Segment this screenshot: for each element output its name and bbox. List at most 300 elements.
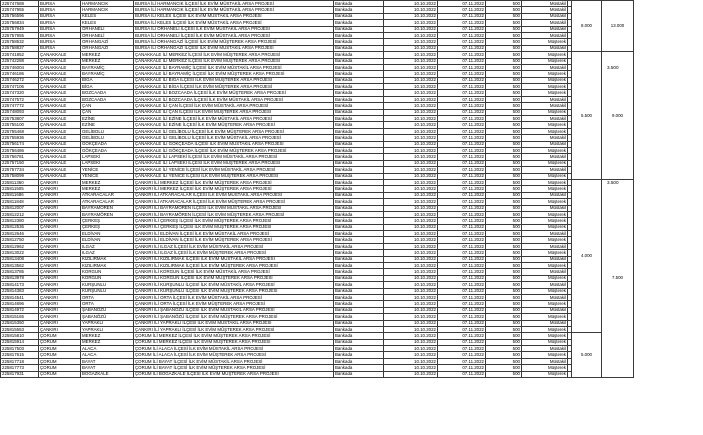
row-project: ÇANKIRI İLİ YAPRAKLI İLÇESİ İLK EVİM MÜSTAKİL ARSA PROJESİ — [134, 320, 334, 326]
row-province: ÇORUM — [39, 346, 81, 352]
quota-side-label: 3.500 — [607, 65, 619, 71]
row-id: 225811505 — [1, 186, 39, 192]
row-type: Müşterek — [522, 179, 568, 185]
row-start-date: 10.10.2022 — [384, 307, 438, 313]
row-count: 500 — [486, 52, 522, 58]
row-type: Müstakil — [522, 243, 568, 249]
row-type: Müşterek — [522, 58, 568, 64]
row-type: Müşterek — [522, 339, 568, 345]
row-count: 500 — [486, 7, 522, 13]
row-count: 500 — [486, 224, 522, 230]
row-start-date: 10.10.2022 — [384, 294, 438, 300]
row-district: ŞABANÖZÜ — [81, 307, 134, 313]
row-type: Müstakil — [522, 307, 568, 313]
row-end-date: 07.11.2022 — [438, 282, 486, 288]
row-start-date: 10.10.2022 — [384, 7, 438, 13]
row-type: Müşterek — [522, 365, 568, 371]
row-province: ÇANKIRI — [39, 288, 81, 294]
row-count: 500 — [486, 160, 522, 166]
row-district: MERKEZ — [81, 58, 134, 64]
row-status: Bankada — [334, 199, 384, 205]
row-end-date: 07.11.2022 — [438, 320, 486, 326]
row-district: KORGUN — [81, 269, 134, 275]
row-end-date: 07.11.2022 — [438, 307, 486, 313]
row-end-date: 07.11.2022 — [438, 346, 486, 352]
row-count: 500 — [486, 173, 522, 179]
row-project: ÇANKIRI İLİ ELDİVAN İLÇESİ İLK EVİM MÜSTAKİL ARSA PROJESİ — [134, 231, 334, 237]
row-province: ÇANKIRI — [39, 269, 81, 275]
row-end-date: 07.11.2022 — [438, 167, 486, 173]
row-status: Bankada — [334, 103, 384, 109]
row-type: Müstakil — [522, 205, 568, 211]
row-end-date: 07.11.2022 — [438, 301, 486, 307]
row-district: ÇERKEŞ — [81, 218, 134, 224]
row-province: ÇANKIRI — [39, 275, 81, 281]
row-project: ÇANAKKALE İLİ GELİBOLU İLÇESİ İLK EVİM MÜSTAKİL ARSA PROJESİ — [134, 135, 334, 141]
row-start-date: 10.10.2022 — [384, 122, 438, 128]
row-type: Müşterek — [522, 314, 568, 320]
row-start-date: 10.10.2022 — [384, 13, 438, 19]
row-status: Bankada — [334, 135, 384, 141]
row-count: 500 — [486, 263, 522, 269]
row-id: 225817503 — [1, 346, 39, 352]
row-count: 500 — [486, 186, 522, 192]
row-status: Bankada — [334, 167, 384, 173]
row-district: ATKARACALAR — [81, 199, 134, 205]
row-district: BOZCAADA — [81, 90, 134, 96]
row-project: ÇANAKKALE İLİ BİGA İLÇESİ İLK EVİM MÜŞTEREK ARSA PROJESİ — [134, 84, 334, 90]
row-type: Müşterek — [522, 224, 568, 230]
row-count: 500 — [486, 116, 522, 122]
row-end-date: 07.11.2022 — [438, 250, 486, 256]
row-district: ELDİVAN — [81, 231, 134, 237]
row-project: ÇORUM İLİ MERKEZ İLÇESİ İLK EVİM MÜŞTEREK ARSA PROJESİ — [134, 339, 334, 345]
row-province: ÇANAKKALE — [39, 52, 81, 58]
row-end-date: 07.11.2022 — [438, 224, 486, 230]
row-status: Bankada — [334, 32, 384, 38]
row-count: 500 — [486, 282, 522, 288]
row-district: GÖKÇEADA — [81, 147, 134, 153]
row-id: 225812750 — [1, 237, 39, 243]
row-project: BURSA İLİ ORHANELİ İLÇESİ İLK EVİM MÜSTAKİL ARSA PROJESİ — [134, 26, 334, 32]
row-id: 225757734 — [1, 167, 39, 173]
row-count: 500 — [486, 167, 522, 173]
row-end-date: 07.11.2022 — [438, 294, 486, 300]
row-status: Bankada — [334, 58, 384, 64]
row-status: Bankada — [334, 231, 384, 237]
merged-total-a: 4.000 — [572, 179, 602, 332]
row-status: Bankada — [334, 39, 384, 45]
row-status: Bankada — [334, 20, 384, 26]
row-district: BAYAT — [81, 365, 134, 371]
row-count: 500 — [486, 371, 522, 377]
row-count: 500 — [486, 301, 522, 307]
row-start-date: 10.10.2022 — [384, 346, 438, 352]
row-project: ÇANKIRI İLİ MERKEZ İLÇESİ İLK EVİM MÜŞTEREK ARSA PROJESİ — [134, 179, 334, 185]
row-start-date: 10.10.2022 — [384, 167, 438, 173]
row-project: ÇANKIRI İLİ KORGUN İLÇESİ İLK EVİM MÜSTAKİL ARSA PROJESİ — [134, 269, 334, 275]
row-province: ÇANKIRI — [39, 186, 81, 192]
row-district: KIZILIRMAK — [81, 256, 134, 262]
row-id: 225755936 — [1, 135, 39, 141]
row-id: 225812007 — [1, 205, 39, 211]
row-province: ÇANAKKALE — [39, 147, 81, 153]
row-province: ÇANKIRI — [39, 256, 81, 262]
row-id: 225815350 — [1, 320, 39, 326]
row-end-date: 07.11.2022 — [438, 39, 486, 45]
row-end-date: 07.11.2022 — [438, 160, 486, 166]
row-district: ÇERKEŞ — [81, 224, 134, 230]
row-id: 225746186 — [1, 71, 39, 77]
row-start-date: 10.10.2022 — [384, 116, 438, 122]
row-count: 500 — [486, 307, 522, 313]
row-type: Müşterek — [522, 39, 568, 45]
row-status: Bankada — [334, 358, 384, 364]
row-type: Müşterek — [522, 288, 568, 294]
row-end-date: 07.11.2022 — [438, 45, 486, 51]
row-province: ÇANAKKALE — [39, 64, 81, 70]
row-count: 500 — [486, 346, 522, 352]
row-status: Bankada — [334, 211, 384, 217]
row-province: ÇANKIRI — [39, 237, 81, 243]
row-start-date: 10.10.2022 — [384, 1, 438, 7]
row-province: ÇANAKKALE — [39, 103, 81, 109]
row-end-date: 07.11.2022 — [438, 256, 486, 262]
row-end-date: 07.11.2022 — [438, 358, 486, 364]
row-start-date: 10.10.2022 — [384, 352, 438, 358]
row-id: 225815914 — [1, 339, 39, 345]
row-end-date: 07.11.2022 — [438, 186, 486, 192]
row-project: ÇANAKKALE İLİ LAPSEKİ İLÇESİ İLK EVİM MÜSTAKİL ARSA PROJESİ — [134, 154, 334, 160]
row-id: 225741852 — [1, 52, 39, 58]
row-count: 500 — [486, 269, 522, 275]
row-type: Müstakil — [522, 103, 568, 109]
row-start-date: 10.10.2022 — [384, 326, 438, 332]
row-district: YENİCE — [81, 167, 134, 173]
row-count: 500 — [486, 288, 522, 294]
row-status: Bankada — [334, 1, 384, 7]
row-district: YAPRAKLI — [81, 320, 134, 326]
row-status: Bankada — [334, 147, 384, 153]
row-district: KELES — [81, 20, 134, 26]
merged-total-a: 8.000 — [572, 1, 602, 52]
row-end-date: 07.11.2022 — [438, 58, 486, 64]
row-project: ÇANAKKALE İLİ BOZCAADA İLÇESİ İLK EVİM MÜSTAKİL ARSA PROJESİ — [134, 96, 334, 102]
merged-total-a: 5.000 — [572, 333, 602, 378]
row-district: ÇAN — [81, 103, 134, 109]
row-start-date: 10.10.2022 — [384, 32, 438, 38]
row-type: Müşterek — [522, 199, 568, 205]
row-status: Bankada — [334, 128, 384, 134]
row-project: ÇANKIRI İLİ ORTA İLÇESİ İLK EVİM MÜSTAKİL ARSA PROJESİ — [134, 294, 334, 300]
row-start-date: 10.10.2022 — [384, 186, 438, 192]
row-province: ÇANAKKALE — [39, 167, 81, 173]
row-id: 225814972 — [1, 307, 39, 313]
row-type: Müşterek — [522, 275, 568, 281]
row-end-date: 07.11.2022 — [438, 333, 486, 339]
row-project: ÇANKIRI İLİ BAYRAMÖREN İLÇESİ İLK EVİM MÜŞTEREK ARSA PROJESİ — [134, 211, 334, 217]
row-end-date: 07.11.2022 — [438, 141, 486, 147]
row-start-date: 10.10.2022 — [384, 231, 438, 237]
row-start-date: 10.10.2022 — [384, 199, 438, 205]
row-status: Bankada — [334, 301, 384, 307]
row-type: Müşterek — [522, 109, 568, 115]
row-status: Bankada — [334, 320, 384, 326]
row-status: Bankada — [334, 218, 384, 224]
row-start-date: 10.10.2022 — [384, 371, 438, 377]
row-project: ÇORUM İLİ ALACA İLÇESİ İLK EVİM MÜSTAKİL ARSA PROJESİ — [134, 346, 334, 352]
row-province: ÇORUM — [39, 339, 81, 345]
row-start-date: 10.10.2022 — [384, 103, 438, 109]
row-province: ÇANKIRI — [39, 179, 81, 185]
row-id: 225814173 — [1, 282, 39, 288]
row-project: ÇORUM İLİ BAYAT İLÇESİ İLK EVİM MÜŞTEREK ARSA PROJESİ — [134, 365, 334, 371]
row-id: 225757955 — [1, 32, 39, 38]
row-project: BURSA İLİ ORHANGAZİ İLÇESİ İLK EVİM MÜSTAKİL ARSA PROJESİ — [134, 45, 334, 51]
row-end-date: 07.11.2022 — [438, 26, 486, 32]
row-province: ÇANAKKALE — [39, 116, 81, 122]
row-project: BURSA İLİ KELES İLÇESİ İLK EVİM MÜSTAKİL ARSA PROJESİ — [134, 13, 334, 19]
row-id: 225815810 — [1, 333, 39, 339]
row-project: ÇANAKKALE İLİ YENİCE İLÇESİ İLK EVİM MÜŞTEREK ARSA PROJESİ — [134, 173, 334, 179]
row-type: Müstakil — [522, 192, 568, 198]
row-end-date: 07.11.2022 — [438, 371, 486, 377]
row-id: 225813022 — [1, 250, 39, 256]
row-district: YENİCE — [81, 173, 134, 179]
row-province: BURSA — [39, 20, 81, 26]
row-count: 500 — [486, 211, 522, 217]
row-district: ŞABANÖZÜ — [81, 314, 134, 320]
row-start-date: 10.10.2022 — [384, 333, 438, 339]
row-start-date: 10.10.2022 — [384, 269, 438, 275]
row-end-date: 07.11.2022 — [438, 71, 486, 77]
row-count: 500 — [486, 45, 522, 51]
row-project: BURSA İLİ HARMANCIK İLÇESİ İLK EVİM MÜSTAKİL ARSA PROJESİ — [134, 7, 334, 13]
row-start-date: 10.10.2022 — [384, 90, 438, 96]
row-start-date: 10.10.2022 — [384, 237, 438, 243]
row-count: 500 — [486, 147, 522, 153]
row-project: ÇANAKKALE İLİ LAPSEKİ İLÇESİ İLK EVİM MÜŞTEREK ARSA PROJESİ — [134, 160, 334, 166]
row-id: 225747106 — [1, 84, 39, 90]
row-district: ORHANELİ — [81, 26, 134, 32]
row-id: 225746004 — [1, 64, 39, 70]
row-type: Müstakil — [522, 96, 568, 102]
row-start-date: 10.10.2022 — [384, 147, 438, 153]
row-province: ÇANKIRI — [39, 320, 81, 326]
row-status: Bankada — [334, 346, 384, 352]
row-end-date: 07.11.2022 — [438, 7, 486, 13]
row-start-date: 10.10.2022 — [384, 77, 438, 83]
row-province: BURSA — [39, 1, 81, 7]
row-project: ÇORUM İLİ BAYAT İLÇESİ İLK EVİM MÜSTAKİL ARSA PROJESİ — [134, 358, 334, 364]
row-end-date: 07.11.2022 — [438, 116, 486, 122]
row-province: ÇANKIRI — [39, 294, 81, 300]
row-start-date: 10.10.2022 — [384, 314, 438, 320]
merged-total-b: 7.500 — [602, 179, 634, 377]
row-id: 225756781 — [1, 154, 39, 160]
row-type: Müstakil — [522, 13, 568, 19]
row-project: ÇANKIRI İLİ KORGUN İLÇESİ İLK EVİM MÜŞTEREK ARSA PROJESİ — [134, 275, 334, 281]
row-project: ÇANKIRI İLİ BAYRAMÖREN İLÇESİ İLK EVİM MÜSTAKİL ARSA PROJESİ — [134, 205, 334, 211]
row-province: ÇANKIRI — [39, 218, 81, 224]
quota-side-label: 3.500 — [607, 180, 619, 186]
row-status: Bankada — [334, 160, 384, 166]
row-id: 225757949 — [1, 26, 39, 32]
row-status: Bankada — [334, 371, 384, 377]
row-status: Bankada — [334, 288, 384, 294]
row-type: Müstakil — [522, 346, 568, 352]
row-start-date: 10.10.2022 — [384, 71, 438, 77]
row-end-date: 07.11.2022 — [438, 211, 486, 217]
row-status: Bankada — [334, 326, 384, 332]
row-end-date: 07.11.2022 — [438, 96, 486, 102]
row-province: ÇORUM — [39, 358, 81, 364]
merged-total-a: 5.500 — [572, 52, 602, 180]
row-province: ÇANKIRI — [39, 263, 81, 269]
row-district: EZİNE — [81, 116, 134, 122]
row-end-date: 07.11.2022 — [438, 103, 486, 109]
row-district: MERKEZ — [81, 339, 134, 345]
row-start-date: 10.10.2022 — [384, 154, 438, 160]
row-id: 225757150 — [1, 160, 39, 166]
row-province: ÇANKIRI — [39, 199, 81, 205]
row-project: ÇANAKKALE İLİ EZİNE İLÇESİ İLK EVİM MÜSTAKİL ARSA PROJESİ — [134, 116, 334, 122]
row-type: Müstakil — [522, 116, 568, 122]
row-district: ORTA — [81, 301, 134, 307]
row-id: 225756596 — [1, 13, 39, 19]
row-count: 500 — [486, 109, 522, 115]
row-end-date: 07.11.2022 — [438, 32, 486, 38]
row-start-date: 10.10.2022 — [384, 128, 438, 134]
row-project: BURSA İLİ ORHANGAZİ İLÇESİ İLK EVİM MÜŞTEREK ARSA PROJESİ — [134, 39, 334, 45]
row-count: 500 — [486, 71, 522, 77]
row-project: ÇANAKKALE İLİ MERKEZ İLÇESİ İLK EVİM MÜŞTEREK ARSA PROJESİ — [134, 58, 334, 64]
row-count: 500 — [486, 199, 522, 205]
row-id: 225817931 — [1, 371, 39, 377]
row-status: Bankada — [334, 294, 384, 300]
row-province: BURSA — [39, 39, 81, 45]
row-end-date: 07.11.2022 — [438, 122, 486, 128]
row-end-date: 07.11.2022 — [438, 192, 486, 198]
row-type: Müstakil — [522, 231, 568, 237]
row-province: BURSA — [39, 13, 81, 19]
row-project: ÇANKIRI İLİ ŞABANÖZÜ İLÇESİ İLK EVİM MÜSTAKİL ARSA PROJESİ — [134, 307, 334, 313]
row-status: Bankada — [334, 186, 384, 192]
row-id: 225756834 — [1, 20, 39, 26]
row-type: Müşterek — [522, 147, 568, 153]
row-province: ÇANKIRI — [39, 314, 81, 320]
row-status: Bankada — [334, 71, 384, 77]
row-type: Müşterek — [522, 333, 568, 339]
row-start-date: 10.10.2022 — [384, 243, 438, 249]
row-count: 500 — [486, 32, 522, 38]
row-count: 500 — [486, 135, 522, 141]
row-province: ÇORUM — [39, 333, 81, 339]
row-province: ÇANAKKALE — [39, 71, 81, 77]
row-id: 225742288 — [1, 58, 39, 64]
row-type: Müstakil — [522, 167, 568, 173]
row-status: Bankada — [334, 77, 384, 83]
row-type: Müstakil — [522, 320, 568, 326]
row-type: Müşterek — [522, 173, 568, 179]
row-district: BAYRAMİÇ — [81, 64, 134, 70]
row-type: Müşterek — [522, 263, 568, 269]
row-count: 500 — [486, 141, 522, 147]
table-body — [1, 1, 703, 378]
row-type: Müşterek — [522, 71, 568, 77]
row-type: Müşterek — [522, 77, 568, 83]
row-type: Müşterek — [522, 218, 568, 224]
row-id: 225811686 — [1, 192, 39, 198]
row-project: ÇANAKKALE İLİ GÖKÇEADA İLÇESİ İLK EVİM MÜSTAKİL ARSA PROJESİ — [134, 141, 334, 147]
row-district: KORGUN — [81, 275, 134, 281]
row-count: 500 — [486, 333, 522, 339]
row-type: Müstakil — [522, 256, 568, 262]
row-district: LAPSEKİ — [81, 154, 134, 160]
row-end-date: 07.11.2022 — [438, 269, 486, 275]
row-status: Bankada — [334, 173, 384, 179]
row-count: 500 — [486, 192, 522, 198]
row-project: ÇANAKKALE İLİ GELİBOLU İLÇESİ İLK EVİM MÜŞTEREK ARSA PROJESİ — [134, 128, 334, 134]
row-district: LAPSEKİ — [81, 160, 134, 166]
row-end-date: 07.11.2022 — [438, 147, 486, 153]
row-status: Bankada — [334, 269, 384, 275]
row-count: 500 — [486, 154, 522, 160]
row-id: 225812646 — [1, 231, 39, 237]
row-project: ÇANAKKALE İLİ BAYRAMİÇ İLÇESİ İLK EVİM MÜŞTEREK ARSA PROJESİ — [134, 71, 334, 77]
row-province: ÇANAKKALE — [39, 109, 81, 115]
row-province: ÇORUM — [39, 352, 81, 358]
row-count: 500 — [486, 26, 522, 32]
row-project: ÇANKIRI İLİ KURŞUNLU İLÇESİ İLK EVİM MÜSTAKİL ARSA PROJESİ — [134, 282, 334, 288]
row-district: ORTA — [81, 294, 134, 300]
row-end-date: 07.11.2022 — [438, 275, 486, 281]
row-project: ÇORUM İLİ BOĞAZKALE İLÇESİ İLK EVİM MÜŞTEREK ARSA PROJESİ — [134, 371, 334, 377]
row-count: 500 — [486, 339, 522, 345]
row-project: ÇANKIRI İLİ ŞABANÖZÜ İLÇESİ İLK EVİM MÜŞTEREK ARSA PROJESİ — [134, 314, 334, 320]
row-status: Bankada — [334, 90, 384, 96]
row-status: Bankada — [334, 339, 384, 345]
row-id: 225746272 — [1, 77, 39, 83]
row-start-date: 10.10.2022 — [384, 135, 438, 141]
row-type: Müşterek — [522, 122, 568, 128]
row-end-date: 07.11.2022 — [438, 237, 486, 243]
row-id: 225747688 — [1, 1, 39, 7]
row-project: ÇORUM İLİ ALACA İLÇESİ İLK EVİM MÜŞTEREK ARSA PROJESİ — [134, 352, 334, 358]
row-start-date: 10.10.2022 — [384, 320, 438, 326]
row-end-date: 07.11.2022 — [438, 128, 486, 134]
row-start-date: 10.10.2022 — [384, 250, 438, 256]
row-district: MERKEZ — [81, 52, 134, 58]
row-type: Müstakil — [522, 141, 568, 147]
row-start-date: 10.10.2022 — [384, 58, 438, 64]
row-project: ÇANKIRI İLİ KIZILIRMAK İLÇESİ İLK EVİM MÜŞTEREK ARSA PROJESİ — [134, 263, 334, 269]
row-district: ORHANELİ — [81, 32, 134, 38]
row-province: ÇORUM — [39, 365, 81, 371]
merged-total-b: 9.000 — [602, 52, 634, 180]
row-district: BOĞAZKALE — [81, 371, 134, 377]
row-id: 225813562 — [1, 263, 39, 269]
row-province: BURSA — [39, 26, 81, 32]
row-province: ÇANKIRI — [39, 231, 81, 237]
row-project: ÇANKIRI İLİ ATKARACALAR İLÇESİ İLK EVİM MÜŞTEREK ARSA PROJESİ — [134, 199, 334, 205]
row-status: Bankada — [334, 314, 384, 320]
row-start-date: 10.10.2022 — [384, 282, 438, 288]
row-id: 225753807 — [1, 116, 39, 122]
row-type: Müşterek — [522, 211, 568, 217]
row-end-date: 07.11.2022 — [438, 339, 486, 345]
row-end-date: 07.11.2022 — [438, 243, 486, 249]
